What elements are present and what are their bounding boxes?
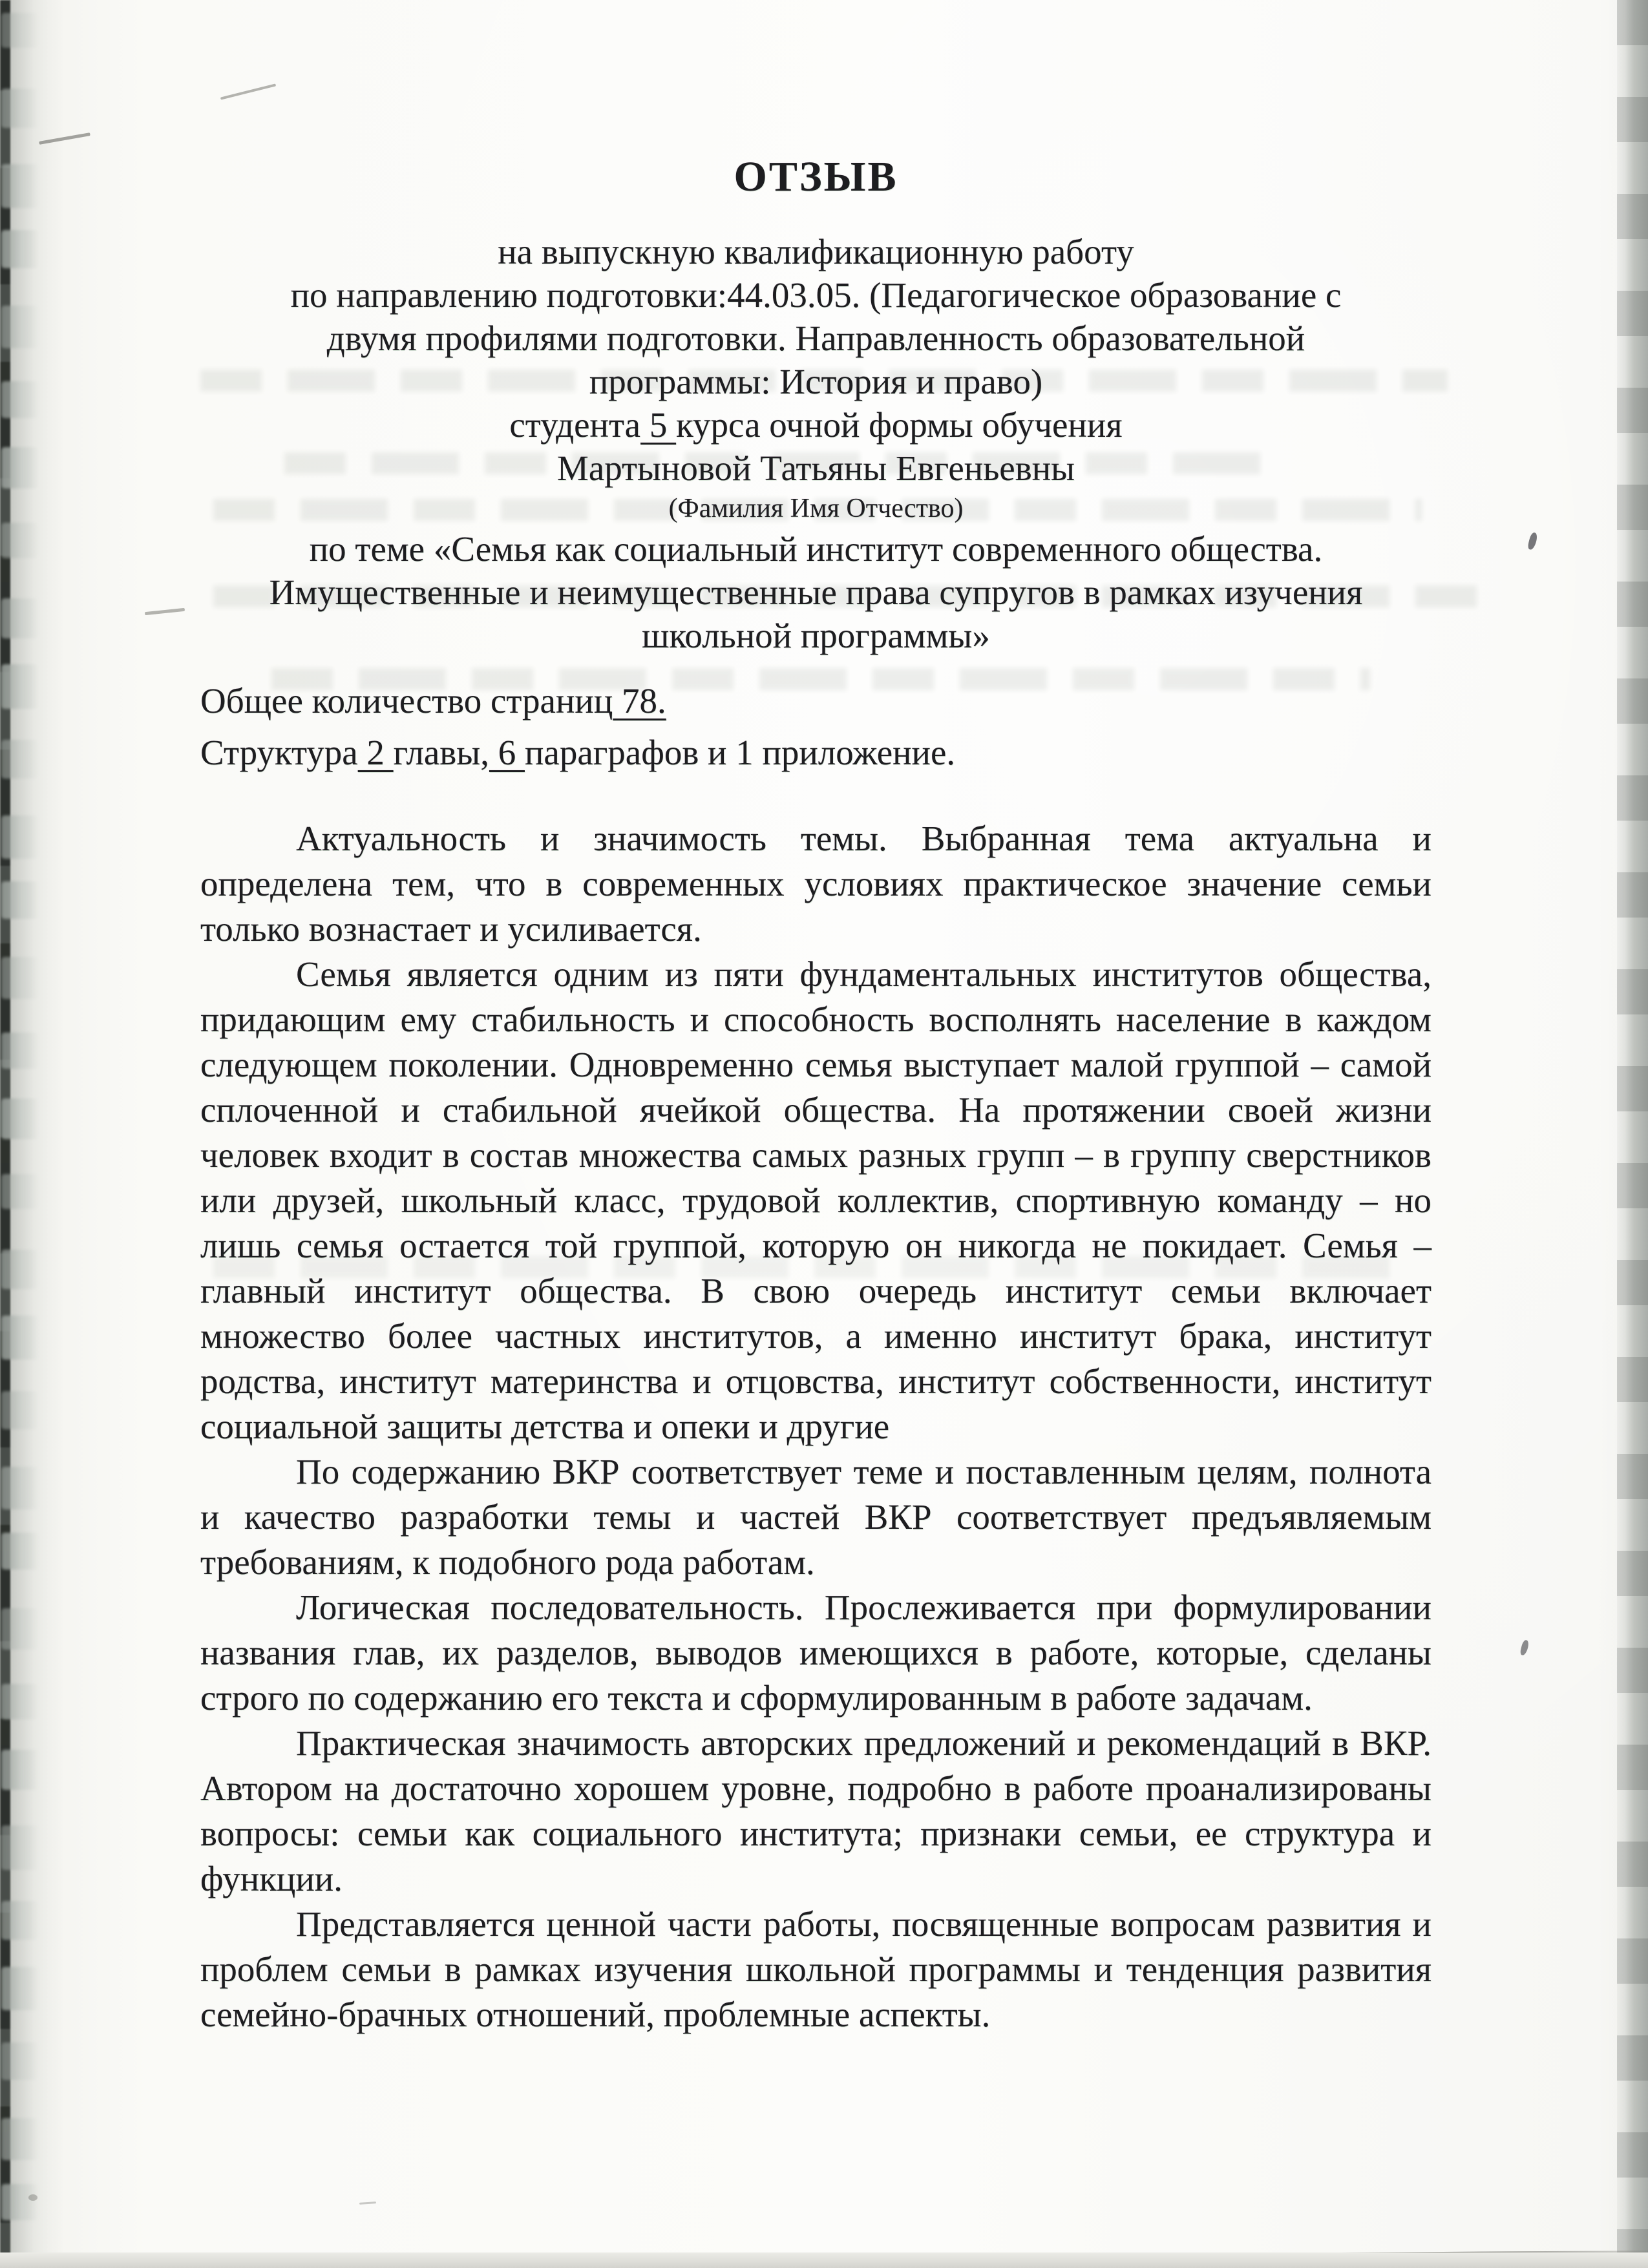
student-line-prefix: студента: [509, 405, 641, 445]
binding-hole-mark: [1, 1608, 39, 1650]
binding-hole-mark: [1, 1750, 39, 1790]
structure-s1: Структура: [200, 733, 358, 772]
paragraph-logic: Логическая последовательность. Прослеживается при формулировании названия глав, их разделов, выводов имеющихся в работе, которые, сделаны строго по содержанию его текста и сформулированным в работе задачам.: [200, 1588, 1431, 1717]
binding-hole-mark: [1, 1174, 39, 1209]
structure-s2: главы,: [393, 733, 489, 772]
paragraph-family-institute: Семья является одним из пяти фундаментальных институтов общества, придающим ему стабильность и способность восполнять население в каждом следующем поколении. Одновременно семья выступает малой группой – самой сплоченной и стабильной ячейкой общества. На протяжении своей жизни человек входит в состав множества самых разных групп – в группу сверстников или друзей, школьный класс, трудовой коллектив, спортивную команду – но лишь семья остается той группой, которую он никогда не покидает. Семья – главный институт общества. В свою очередь институт семьи включает множество более частных институтов, а именно институт брака, институт родства, институт материнства и отцовства, институт собственности, институт социальной защиты детства и опеки и другие: [200, 954, 1431, 1446]
name-caption: (Фамилия Имя Отчество): [668, 494, 964, 523]
binding-hole-mark: [1, 740, 39, 779]
binding-hole-mark: [1, 1901, 39, 1940]
topic-line-1: по теме «Семья как социальный институт современного общества.: [309, 529, 1323, 569]
student-name: Мартыновой Татьяны Евгеньевны: [556, 448, 1075, 488]
binding-hole-mark: [1, 881, 39, 919]
sections-count-underlined: 6: [489, 733, 525, 772]
binding-hole-mark: [1, 230, 39, 268]
binding-hole-mark: [1, 815, 39, 859]
binding-hole-mark: [1, 164, 39, 208]
binding-hole-mark: [1, 1533, 39, 1570]
scan-smudge: [145, 608, 185, 615]
paragraph-relevance: Актуальность и значимость темы. Выбранная тема актуальна и определена тем, что в современных условиях практическое значение семьи только вознастает и усиливается.: [200, 819, 1431, 949]
binding-hole-mark: [1, 2184, 39, 2220]
binding-hole-mark: [1, 89, 39, 128]
document-content: [200, 152, 1431, 2037]
header-line-4: программы: История и право): [589, 362, 1043, 401]
course-number-underlined: 5: [640, 405, 677, 445]
paragraph-content-match: По содержанию ВКР соответствует теме и поставленным целям, полнота и качество разработки темы и частей ВКР соответствует предъявляемым требованиям, к подобного рода работам.: [200, 1452, 1431, 1582]
student-line-suffix: курса очной формы обучения: [676, 405, 1123, 445]
header-line-1: на выпускную квалификационную работу: [498, 232, 1134, 271]
binding-hole-mark: [1, 447, 39, 488]
binding-hole-mark: [1, 598, 39, 638]
binding-hole-mark: [1, 2042, 39, 2080]
binding-hole-mark: [1, 1684, 39, 1719]
topic-line-2: Имущественные и неимущественные права супругов в рамках изучения: [269, 572, 1363, 612]
binding-hole-mark: [1, 381, 39, 418]
pages-count-line: [200, 675, 1431, 727]
scan-smudge: [220, 83, 276, 100]
pages-value-underlined: 78.: [613, 681, 666, 720]
scan-bottom-strip: [0, 2252, 1648, 2268]
binding-hole-mark: [1, 1033, 39, 1069]
student-course-line: [200, 403, 1431, 446]
paragraph-practical-value: Практическая значимость авторских предложений и рекомендаций в ВКР. Автором на достаточно хорошем уровне, подробно в работе проанализированы вопросы: семьи как социального института; признаки семьи, ее структура и функции.: [200, 1723, 1431, 1898]
document-title: ОТЗЫВ: [734, 153, 898, 200]
binding-hole-mark: [1, 523, 39, 558]
binding-hole-mark: [1, 957, 39, 999]
binding-hole-mark: [1, 1316, 39, 1360]
binding-hole-mark: [1, 306, 39, 348]
binding-hole-mark: [1, 1391, 39, 1429]
review-body: [200, 816, 1431, 2037]
scan-speck: [1527, 532, 1538, 551]
structure-s3: параграфов и 1 приложение.: [524, 733, 956, 772]
paragraph-valuable-parts: Представляется ценной части работы, посвященные вопросам развития и проблем семьи в рамках изучения школьной программы и тенденция развития семейно-брачных отношений, проблемные аспекты.: [200, 1904, 1431, 2034]
scan-speck: [28, 2194, 37, 2201]
scan-speck: [359, 2201, 376, 2205]
binding-hole-mark: [1, 2118, 39, 2160]
binding-hole-mark: [1, 1825, 39, 1870]
binding-hole-mark: [1, 1467, 39, 1509]
binding-hole-mark: [1, 1250, 39, 1289]
binding-hole-mark: [1, 1967, 39, 2010]
topic-line-3: школьной программы»: [642, 616, 990, 655]
header-line-2: по направлению подготовки:44.03.05. (Педагогическое образование с: [290, 275, 1342, 315]
meta-block: [200, 675, 1431, 779]
chapters-count-underlined: 2: [357, 733, 394, 772]
scan-speck: [1519, 1639, 1530, 1656]
header-line-3: двумя профилями подготовки. Направленность образовательной: [326, 319, 1305, 358]
binding-hole-mark: [1, 1098, 39, 1139]
scan-right-edge: [1617, 0, 1648, 2268]
pages-label: Общее количество страниц: [200, 681, 613, 720]
binding-hole-mark: [1, 664, 39, 709]
binding-hole-mark: [1, 13, 39, 48]
structure-line: [200, 727, 1431, 779]
